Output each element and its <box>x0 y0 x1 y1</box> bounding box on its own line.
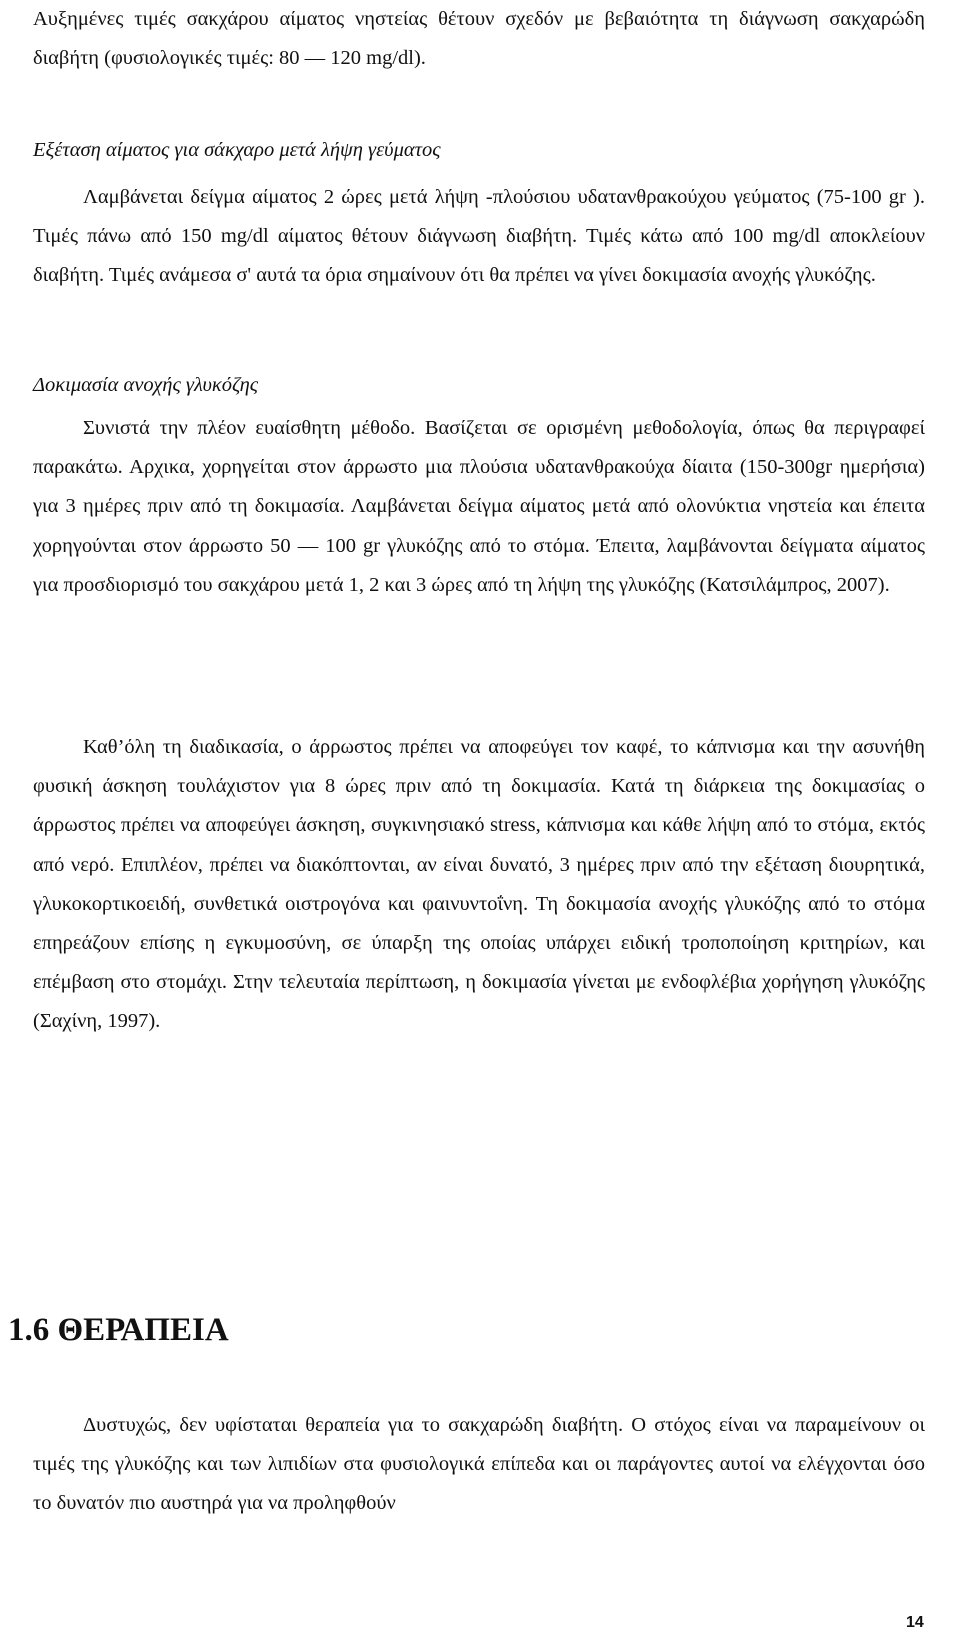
subheading-post-meal-test: Εξέταση αίματος για σάκχαρο μετά λήψη γεύματος <box>33 139 441 161</box>
paragraph-glucose-tolerance-test: Συνιστά την πλέον ευαίσθητη μέθοδο. Βασίζεται σε ορισμένη μεθοδολογία, όπως θα περιγραφεί παρακάτω. Αρχικα, χορηγείται στον άρρωστο μια πλούσια υδατανθρακούχα δίαιτα (150-300gr ημερήσια) για 3 ημέρες πριν από τη δοκιμασία. Λαμβάνεται δείγμα αίματος μετά από ολονύκτια νηστεία και έπειτα χορηγούνται στον άρρωστο 50 — 100 gr γλυκόζης από το στόμα. Έπειτα, λαμβάνονται δείγματα αίματος για προσδιορισμό του σακχάρου μετά 1, 2 και 3 ώρες από τη λήψη της γλυκόζης (Κατσιλάμπρος, 2007). <box>33 417 925 596</box>
paragraph-post-meal-test: Λαμβάνεται δείγμα αίματος 2 ώρες μετά λήψη -πλούσιου υδατανθρακούχου γεύματος (75-100 gr ). Τιμές πάνω από 150 mg/dl αίματος θέτουν διάγνωση διαβήτη. Τιμές κάτω από 100 mg/dl αποκλείουν διαβήτη. Τιμές ανάμεσα σ' αυτά τα όρια σημαίνουν ότι θα πρέπει να γίνει δοκιμασία ανοχής γλυκόζης. <box>33 186 925 287</box>
page-number: 14 <box>906 1614 924 1631</box>
paragraph-fasting-glucose: Αυξημένες τιμές σακχάρου αίματος νηστείας θέτουν σχεδόν με βεβαιότητα τη διάγνωση σακχαρώδη διαβήτη (φυσιολογικές τιμές: 80 — 120 mg/dl). <box>33 8 925 70</box>
paragraph-therapy: Δυστυχώς, δεν υφίσταται θεραπεία για το σακχαρώδη διαβήτη. Ο στόχος είναι να παραμείνουν οι τιμές της γλυκόζης και των λιπιδίων στα φυσιολογικά επίπεδα και οι παράγοντες αυτοί να ελέγχονται όσο το δυνατόν πιο αυστηρά για να προληφθούν <box>33 1414 925 1515</box>
paragraph-test-preparation: Καθ’όλη τη διαδικασία, ο άρρωστος πρέπει να αποφεύγει τον καφέ, το κάπνισμα και την ασυνήθη φυσική άσκηση τουλάχιστον για 8 ώρες πριν από τη δοκιμασία. Κατά τη διάρκεια της δοκιμασίας ο άρρωστος πρέπει να αποφεύγει άσκηση, συγκινησιακό stress, κάπνισμα και κάθε λήψη από το στόμα, εκτός από νερό. Επιπλέον, πρέπει να διακόπτονται, αν είναι δυνατό, 3 ημέρες πριν από την εξέταση διουρητικά, γλυκοκορτικοειδή, συνθετικά οιστρογόνα και φαινυντοΐνη. Τη δοκιμασία ανοχής γλυκόζης από το στόμα επηρεάζουν επίσης η εγκυμοσύνη, σε ύπαρξη της οποίας υπάρχει ειδική τροποποίηση κριτηρίων, και επέμβαση στο στομάχι. Στην τελευταία περίπτωση, η δοκιμασία γίνεται με ενδοφλέβια χορήγηση γλυκόζης (Σαχίνη, 1997). <box>33 736 925 1033</box>
subheading-glucose-tolerance-test: Δοκιμασία ανοχής γλυκόζης <box>33 374 259 396</box>
section-heading-therapy: 1.6 ΘΕΡΑΠΕΙΑ <box>8 1312 229 1348</box>
